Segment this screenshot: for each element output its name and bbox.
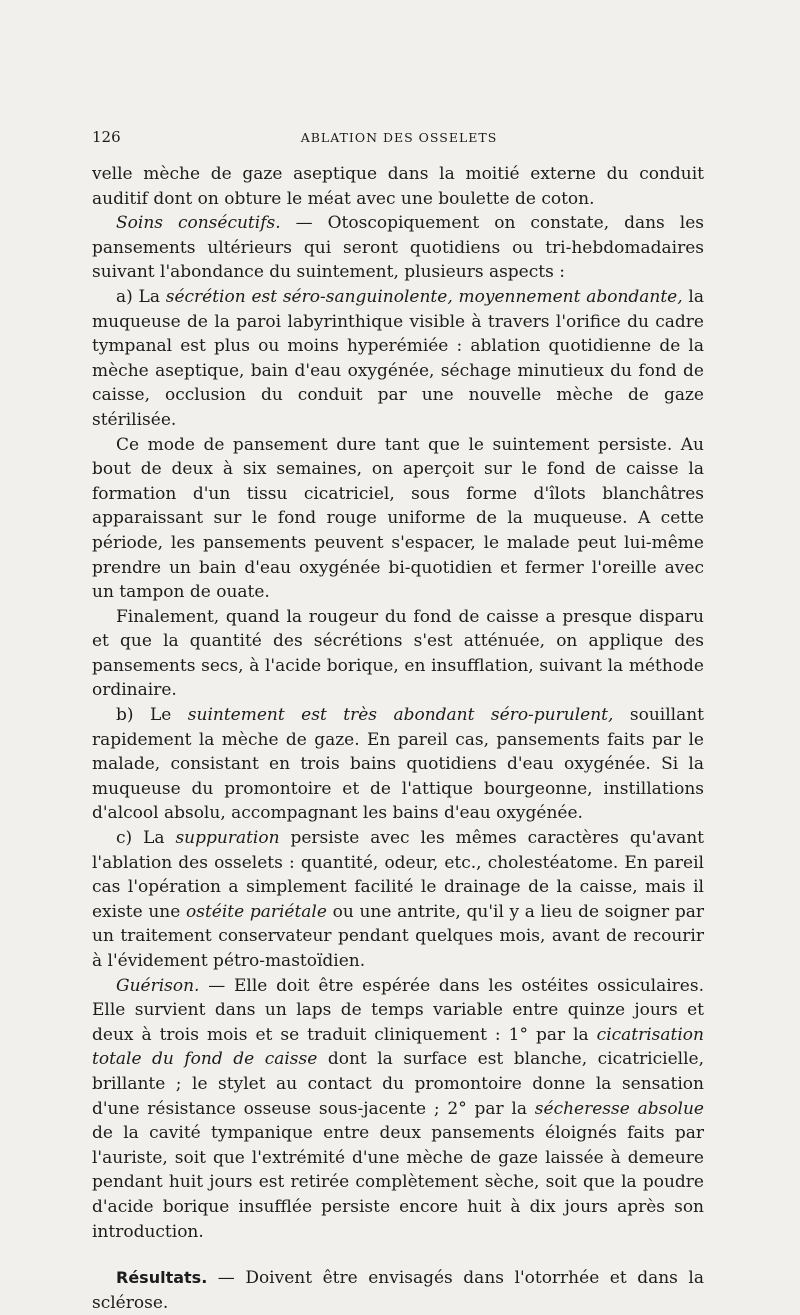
- spacer: [92, 1244, 704, 1266]
- emphasis: suppuration: [175, 828, 280, 849]
- paragraph: [92, 826, 704, 974]
- section-label: Guérison.: [116, 975, 200, 996]
- paragraph-text: dont la surface est blanche, cicatricielle, brillante ; le stylet au contact du promontoire donne la sensation d'une résistance osseuse sous-jacente ; 2° par la: [92, 1049, 704, 1119]
- paragraph-text: la muqueuse de la paroi labyrinthique visible à travers l'orifice du cadre tympanal est plus ou moins hyperémiée : ablation quotidienne de la mèche aseptique, bain d'eau oxygénée, séchage minutieux du fond de caisse, occlusion du conduit par une nouvelle mèche de gaze stérilisée.: [92, 286, 704, 430]
- section-label: Résultats.: [116, 1268, 208, 1288]
- paragraph-text: — Elle doit être espérée dans les ostéites ossiculaires. Elle survient dans un laps de temps variable entre quinze jours et deux à trois mois et se traduit cliniquement : 1° par la: [92, 975, 704, 1045]
- paragraph: [92, 211, 704, 285]
- paragraph-text: — Otoscopiquement on constate, dans les pansements ultérieurs qui seront quotidiens ou tri-hebdomadaires suivant l'abondance du suintement, plusieurs aspects :: [92, 213, 704, 283]
- page-header: [92, 128, 706, 152]
- running-title: ABLATION DES OSSELETS: [300, 130, 498, 145]
- body-text: [92, 162, 704, 1315]
- paragraph: [92, 433, 704, 605]
- emphasis: ostéite pariétale: [185, 901, 327, 922]
- paragraph: [92, 1266, 704, 1315]
- emphasis: suintement est très abondant séro-purulent,: [187, 705, 614, 726]
- paragraph-text: Ce mode de pansement dure tant que le suintement persiste. Au bout de deux à six semaines, on aperçoit sur le fond de caisse la formation d'un tissu cicatriciel, sous forme d'îlots blanchâtres apparaissant sur le fond rouge uniforme de la muqueuse. A cette période, les pansements peuvent s'espacer, le malade peut lui-même prendre un bain d'eau oxygénée bi-quotidien et fermer l'oreille avec un tampon de ouate.: [92, 434, 704, 603]
- page-number: 126: [92, 128, 121, 146]
- emphasis: sécheresse absolue: [534, 1098, 704, 1119]
- paragraph: [92, 605, 704, 703]
- paragraph-text: persiste avec les mêmes caractères qu'avant l'ablation des osselets : quantité, odeur, etc., cholestéatome. En pareil cas l'opération a simplement facilité le drainage de la caisse, mais il existe une: [92, 828, 704, 922]
- paragraph-text: velle mèche de gaze aseptique dans la moitié externe du conduit auditif dont on obture le méat avec une boulette de coton.: [92, 164, 704, 209]
- paragraph: [92, 974, 704, 1245]
- paragraph: [92, 703, 704, 826]
- section-label: Soins consécutifs.: [116, 213, 281, 234]
- paragraph-text: Finalement, quand la rougeur du fond de caisse a presque disparu et que la quantité des sécrétions s'est atténuée, on applique des pansements secs, à l'acide borique, en insufflation, suivant la méthode ordinaire.: [92, 606, 704, 701]
- emphasis: sécrétion est séro-sanguinolente, moyennement abondante,: [165, 286, 683, 307]
- paragraph: [92, 285, 704, 433]
- item-prefix: b) Le: [116, 705, 188, 726]
- paragraph-text: — Doivent être envisagés dans l'otorrhée et dans la sclérose.: [92, 1268, 704, 1313]
- paragraph: [92, 162, 704, 211]
- emphasis: cicatrisation totale du fond de caisse: [92, 1024, 704, 1070]
- paragraph-text: souillant rapidement la mèche de gaze. En pareil cas, pansements faits par le malade, consistant en trois bains quotidiens d'eau oxygénée. Si la muqueuse du promontoire et de l'attique bourgeonne, instillations d'alcool absolu, accompagnant les bains d'eau oxygénée.: [92, 705, 705, 824]
- paragraph-text: de la cavité tympanique entre deux pansements éloignés faits par l'auriste, soit que l'extrémité d'une mèche de gaze laissée à demeure pendant huit jours est retirée complètement sèche, soit que la poudre d'acide borique insufflée persiste encore huit à dix jours après son introduction.: [92, 1123, 704, 1242]
- item-prefix: c) La: [116, 828, 176, 849]
- paragraph-text: ou une antrite, qu'il y a lieu de soigner par un traitement conservateur pendant quelques mois, avant de recourir à l'évidement pétro-mastoïdien.: [92, 901, 704, 971]
- item-prefix: a) La: [116, 286, 166, 307]
